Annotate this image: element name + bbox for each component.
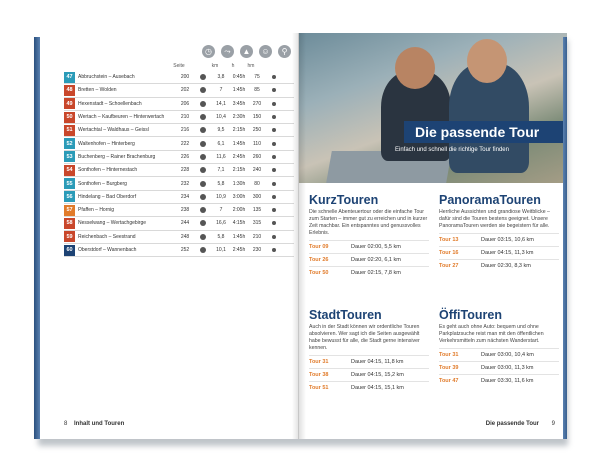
bullet-icon (272, 88, 276, 92)
tour-value: 5,8 (217, 233, 225, 240)
tour-value: 16,6 (216, 220, 226, 227)
tour-page: 200 (180, 74, 190, 81)
bullet-icon (200, 74, 206, 80)
tour-value: 1:45h (232, 233, 246, 240)
tour-label: Tour 51 (309, 385, 329, 391)
footer-title: Die passende Tour (485, 421, 539, 427)
bullet-icon (272, 168, 276, 172)
tour-duration: Dauer 02:20, 6,1 km (351, 257, 401, 263)
tour-name: Hexenstadt – Schoellenbach (78, 100, 142, 107)
tour-label: Tour 09 (309, 244, 329, 250)
section-text: Die schnelle Abenteuertour oder die einfache Tour zum Starten – immer gut zu erreichen und in kurzer Zeit machbar. Ein entspanntes und genussvolles Erlebnis. (309, 209, 428, 236)
tour-table (64, 71, 294, 257)
page-edge-left (34, 37, 40, 439)
banner-title: Die passende Tour (415, 124, 540, 140)
bullet-icon (272, 221, 276, 225)
tour-number: 49 (64, 98, 75, 109)
tour-name: Sonthofen – Burgberg (78, 180, 127, 187)
tour-number: 58 (64, 218, 75, 229)
tour-number: 51 (64, 125, 75, 136)
tour-label: Tour 13 (439, 237, 459, 243)
tour-label: Tour 31 (309, 359, 329, 365)
table-row (64, 217, 294, 230)
tour-value: 75 (254, 74, 260, 81)
tour-entry (309, 240, 429, 253)
tour-duration: Dauer 03:15, 10,6 km (481, 237, 534, 243)
hiker-1-head (395, 47, 435, 89)
bullet-icon (272, 208, 276, 212)
bullet-icon (272, 182, 276, 186)
tour-label: Tour 38 (309, 372, 329, 378)
tour-page: 228 (180, 167, 190, 174)
tour-value: 250 (252, 127, 262, 134)
page-edge-right (563, 37, 567, 439)
col-header: km (211, 63, 219, 69)
tour-name: Waltenhofen – Hinterberg (78, 140, 135, 147)
tour-value: 7 (219, 87, 223, 94)
tour-number: 53 (64, 151, 75, 162)
tour-number: 48 (64, 85, 75, 96)
tour-page: 234 (180, 193, 190, 200)
right-page (299, 33, 567, 439)
col-header: h (231, 63, 235, 69)
section-text: Auch in der Stadt können wir ordentliche Touren absolvieren. Wer sagt ich die Seiten ausgewählt habe bewusst für alle, die Stadt gerne intensiver kennen. (309, 324, 420, 351)
table-row (64, 231, 294, 244)
tour-duration: Dauer 04:15, 15,2 km (351, 372, 404, 378)
bike-icon: ⚲ (278, 45, 291, 58)
tour-value: 85 (254, 87, 260, 94)
tour-entry (439, 259, 559, 272)
tour-name: Hindelang – Bad Oberdorf (78, 193, 137, 200)
family-icon: ☺ (259, 45, 272, 58)
tour-entry (309, 355, 429, 368)
tour-value: 2:00h (232, 207, 246, 214)
tour-entry (439, 348, 559, 361)
mountain-icon: ▲ (240, 45, 253, 58)
tour-name: Bretten – Wolden (78, 87, 117, 94)
col-header: Seite (173, 63, 185, 69)
bullet-icon (200, 181, 206, 187)
tour-label: Tour 39 (439, 365, 459, 371)
bullet-icon (200, 247, 206, 253)
tour-name: Nesselwang – Wertachgebirge (78, 220, 147, 227)
tour-page: 206 (180, 100, 190, 107)
section-title: StadtTouren (309, 308, 382, 322)
tour-number: 52 (64, 138, 75, 149)
tour-value: 260 (252, 153, 262, 160)
bullet-icon (272, 248, 276, 252)
table-row (64, 124, 294, 137)
route-icon: ⤳ (221, 45, 234, 58)
tour-value: 3:00h (232, 193, 246, 200)
tour-value: 6,1 (217, 140, 225, 147)
section-text: Herrliche Aussichten und grandiose Weitblicke – dafür sind die Touren bestens geeignet. Unsere PanoramaTouren werden sie begeistern für alle. (439, 209, 550, 229)
tour-page: 232 (180, 180, 190, 187)
left-footer (64, 421, 124, 427)
tour-name: Pfaffen – Hornig (78, 207, 115, 214)
tour-number: 57 (64, 205, 75, 216)
bullet-icon (200, 207, 206, 213)
tour-value: 11,6 (216, 153, 226, 160)
bullet-icon (272, 115, 276, 119)
tour-page: 202 (180, 87, 190, 94)
table-row (64, 137, 294, 150)
tour-value: 7,1 (217, 167, 225, 174)
table-row (64, 151, 294, 164)
open-book (34, 33, 568, 443)
bullet-icon (200, 114, 206, 120)
tour-entry (309, 253, 429, 266)
tour-page: 210 (180, 114, 190, 121)
tour-page: 226 (180, 153, 190, 160)
hiker-2-head (467, 39, 507, 83)
tour-value: 150 (252, 114, 262, 121)
tour-entry (439, 361, 559, 374)
tour-label: Tour 31 (439, 352, 459, 358)
tour-entry (309, 381, 429, 394)
bullet-icon (272, 128, 276, 132)
tour-number: 56 (64, 191, 75, 202)
tour-name: Wertachtal – Waldhaus – Geissl (78, 127, 149, 134)
bullet-icon (272, 75, 276, 79)
tour-value: 135 (252, 207, 262, 214)
section-text: Es geht auch ohne Auto: bequem und ohne Parkplatzsuche reist man mit den öffentlichen Verkehrsmitteln zum nächsten Wanderstart. (439, 324, 544, 344)
tour-label: Tour 50 (309, 270, 329, 276)
bullet-icon (200, 87, 206, 93)
tour-value: 3:45h (232, 100, 246, 107)
tour-value: 2:15h (232, 127, 246, 134)
tour-value: 1:45h (232, 87, 246, 94)
tour-entry (439, 233, 559, 246)
section-title: ÖffiTouren (439, 308, 502, 322)
tour-name: Sonthofen – Hinternestach (78, 167, 138, 174)
tour-duration: Dauer 04:15, 11,3 km (481, 250, 534, 256)
tour-duration: Dauer 02:30, 8,3 km (481, 263, 531, 269)
tour-page: 216 (180, 127, 190, 134)
tour-value: 315 (252, 220, 262, 227)
tour-value: 0:45h (232, 74, 246, 81)
tour-value: 210 (252, 233, 262, 240)
tour-value: 80 (254, 180, 260, 187)
table-row (64, 244, 294, 257)
section-oeffitouren (439, 308, 559, 387)
tour-value: 1:45h (232, 140, 246, 147)
tour-value: 10,9 (216, 193, 226, 200)
tour-value: 110 (253, 140, 261, 147)
tour-value: 9,5 (217, 127, 225, 134)
tour-page: 252 (180, 247, 190, 253)
book-gutter (292, 33, 306, 439)
tour-value: 240 (252, 167, 262, 174)
tour-entry (439, 246, 559, 259)
section-title: KurzTouren (309, 193, 379, 207)
tour-number: 55 (64, 178, 75, 189)
table-row (64, 191, 294, 204)
tour-name: Buchenberg – Rainer Brachenburg (78, 153, 156, 160)
section-kurztouren (309, 193, 429, 279)
tour-value: 14,1 (216, 100, 226, 107)
tour-value: 4:15h (232, 220, 246, 227)
table-row (64, 84, 294, 97)
left-page (34, 33, 299, 439)
tour-number: 59 (64, 231, 75, 242)
tour-value: 230 (252, 247, 262, 253)
tour-name: Abbruchstein – Ausebach (78, 74, 135, 81)
footer-title: Inhalt und Touren (74, 421, 125, 427)
hikers-photo (299, 33, 567, 183)
bullet-icon (272, 102, 276, 106)
tour-label: Tour 47 (439, 378, 459, 384)
bullet-icon (272, 155, 276, 159)
column-headers (170, 63, 260, 69)
section-panoramatouren (439, 193, 559, 272)
tour-name: Reichenbach – Seestrand (78, 233, 136, 240)
column-icons (202, 45, 291, 58)
bullet-icon (200, 220, 206, 226)
tour-value: 1:30h (232, 180, 246, 187)
banner-subtitle: Einfach und schnell die richtige Tour finden (395, 147, 509, 153)
page-number: 8 (64, 421, 68, 427)
table-row (64, 71, 294, 84)
page-number: 9 (551, 421, 555, 427)
tour-label: Tour 27 (439, 263, 459, 269)
tour-value: 300 (252, 193, 262, 200)
tour-label: Tour 26 (309, 257, 329, 263)
tour-entry (309, 266, 429, 279)
bullet-icon (200, 141, 206, 147)
section-stadttouren (309, 308, 429, 394)
tour-value: 7 (219, 207, 223, 214)
tour-entry (439, 374, 559, 387)
tour-value: 2:45h (232, 153, 246, 160)
tour-number: 50 (64, 112, 75, 123)
col-header: hm (247, 63, 255, 69)
col-header (188, 63, 206, 69)
tour-value: 2:45h (232, 247, 246, 253)
tour-value: 10,4 (216, 114, 226, 121)
tour-duration: Dauer 02:15, 7,8 km (351, 270, 401, 276)
tour-number: 47 (64, 72, 75, 83)
bullet-icon (272, 195, 276, 199)
tour-label: Tour 16 (439, 250, 459, 256)
table-row (64, 164, 294, 177)
tour-duration: Dauer 03:30, 11,6 km (481, 378, 534, 384)
stopwatch-icon: ◷ (202, 45, 215, 58)
bullet-icon (272, 142, 276, 146)
tour-value: 2:30h (232, 114, 246, 121)
bullet-icon (272, 235, 276, 239)
bullet-icon (200, 154, 206, 160)
tour-page: 248 (180, 233, 190, 240)
tour-page: 244 (180, 220, 190, 227)
bullet-icon (200, 167, 206, 173)
tour-page: 238 (180, 207, 190, 214)
tour-value: 2:15h (232, 167, 246, 174)
bullet-icon (200, 194, 206, 200)
tour-value: 3,8 (217, 74, 225, 81)
tour-value: 5,8 (217, 180, 225, 187)
bullet-icon (200, 101, 206, 107)
table-row (64, 204, 294, 217)
tour-value: 10,1 (216, 247, 226, 253)
bullet-icon (200, 127, 206, 133)
tour-duration: Dauer 03:00, 10,4 km (481, 352, 534, 358)
tour-name: Wertach – Kaufbeuren – Hinterwertach (78, 114, 165, 121)
tour-page: 222 (180, 140, 190, 147)
tour-duration: Dauer 02:00, 5,5 km (351, 244, 401, 250)
table-row (64, 177, 294, 190)
tour-duration: Dauer 03:00, 11,3 km (481, 365, 534, 371)
bullet-icon (200, 234, 206, 240)
tour-duration: Dauer 04:15, 15,1 km (351, 385, 404, 391)
tour-entry (309, 368, 429, 381)
tour-number: 54 (64, 165, 75, 176)
tour-duration: Dauer 04:15, 11,8 km (351, 359, 404, 365)
table-row (64, 98, 294, 111)
section-title: PanoramaTouren (439, 193, 541, 207)
tour-number: 60 (64, 245, 75, 256)
tour-value: 270 (252, 100, 262, 107)
table-row (64, 111, 294, 124)
tour-name: Oberstdorf – Wannenbach (78, 247, 137, 253)
